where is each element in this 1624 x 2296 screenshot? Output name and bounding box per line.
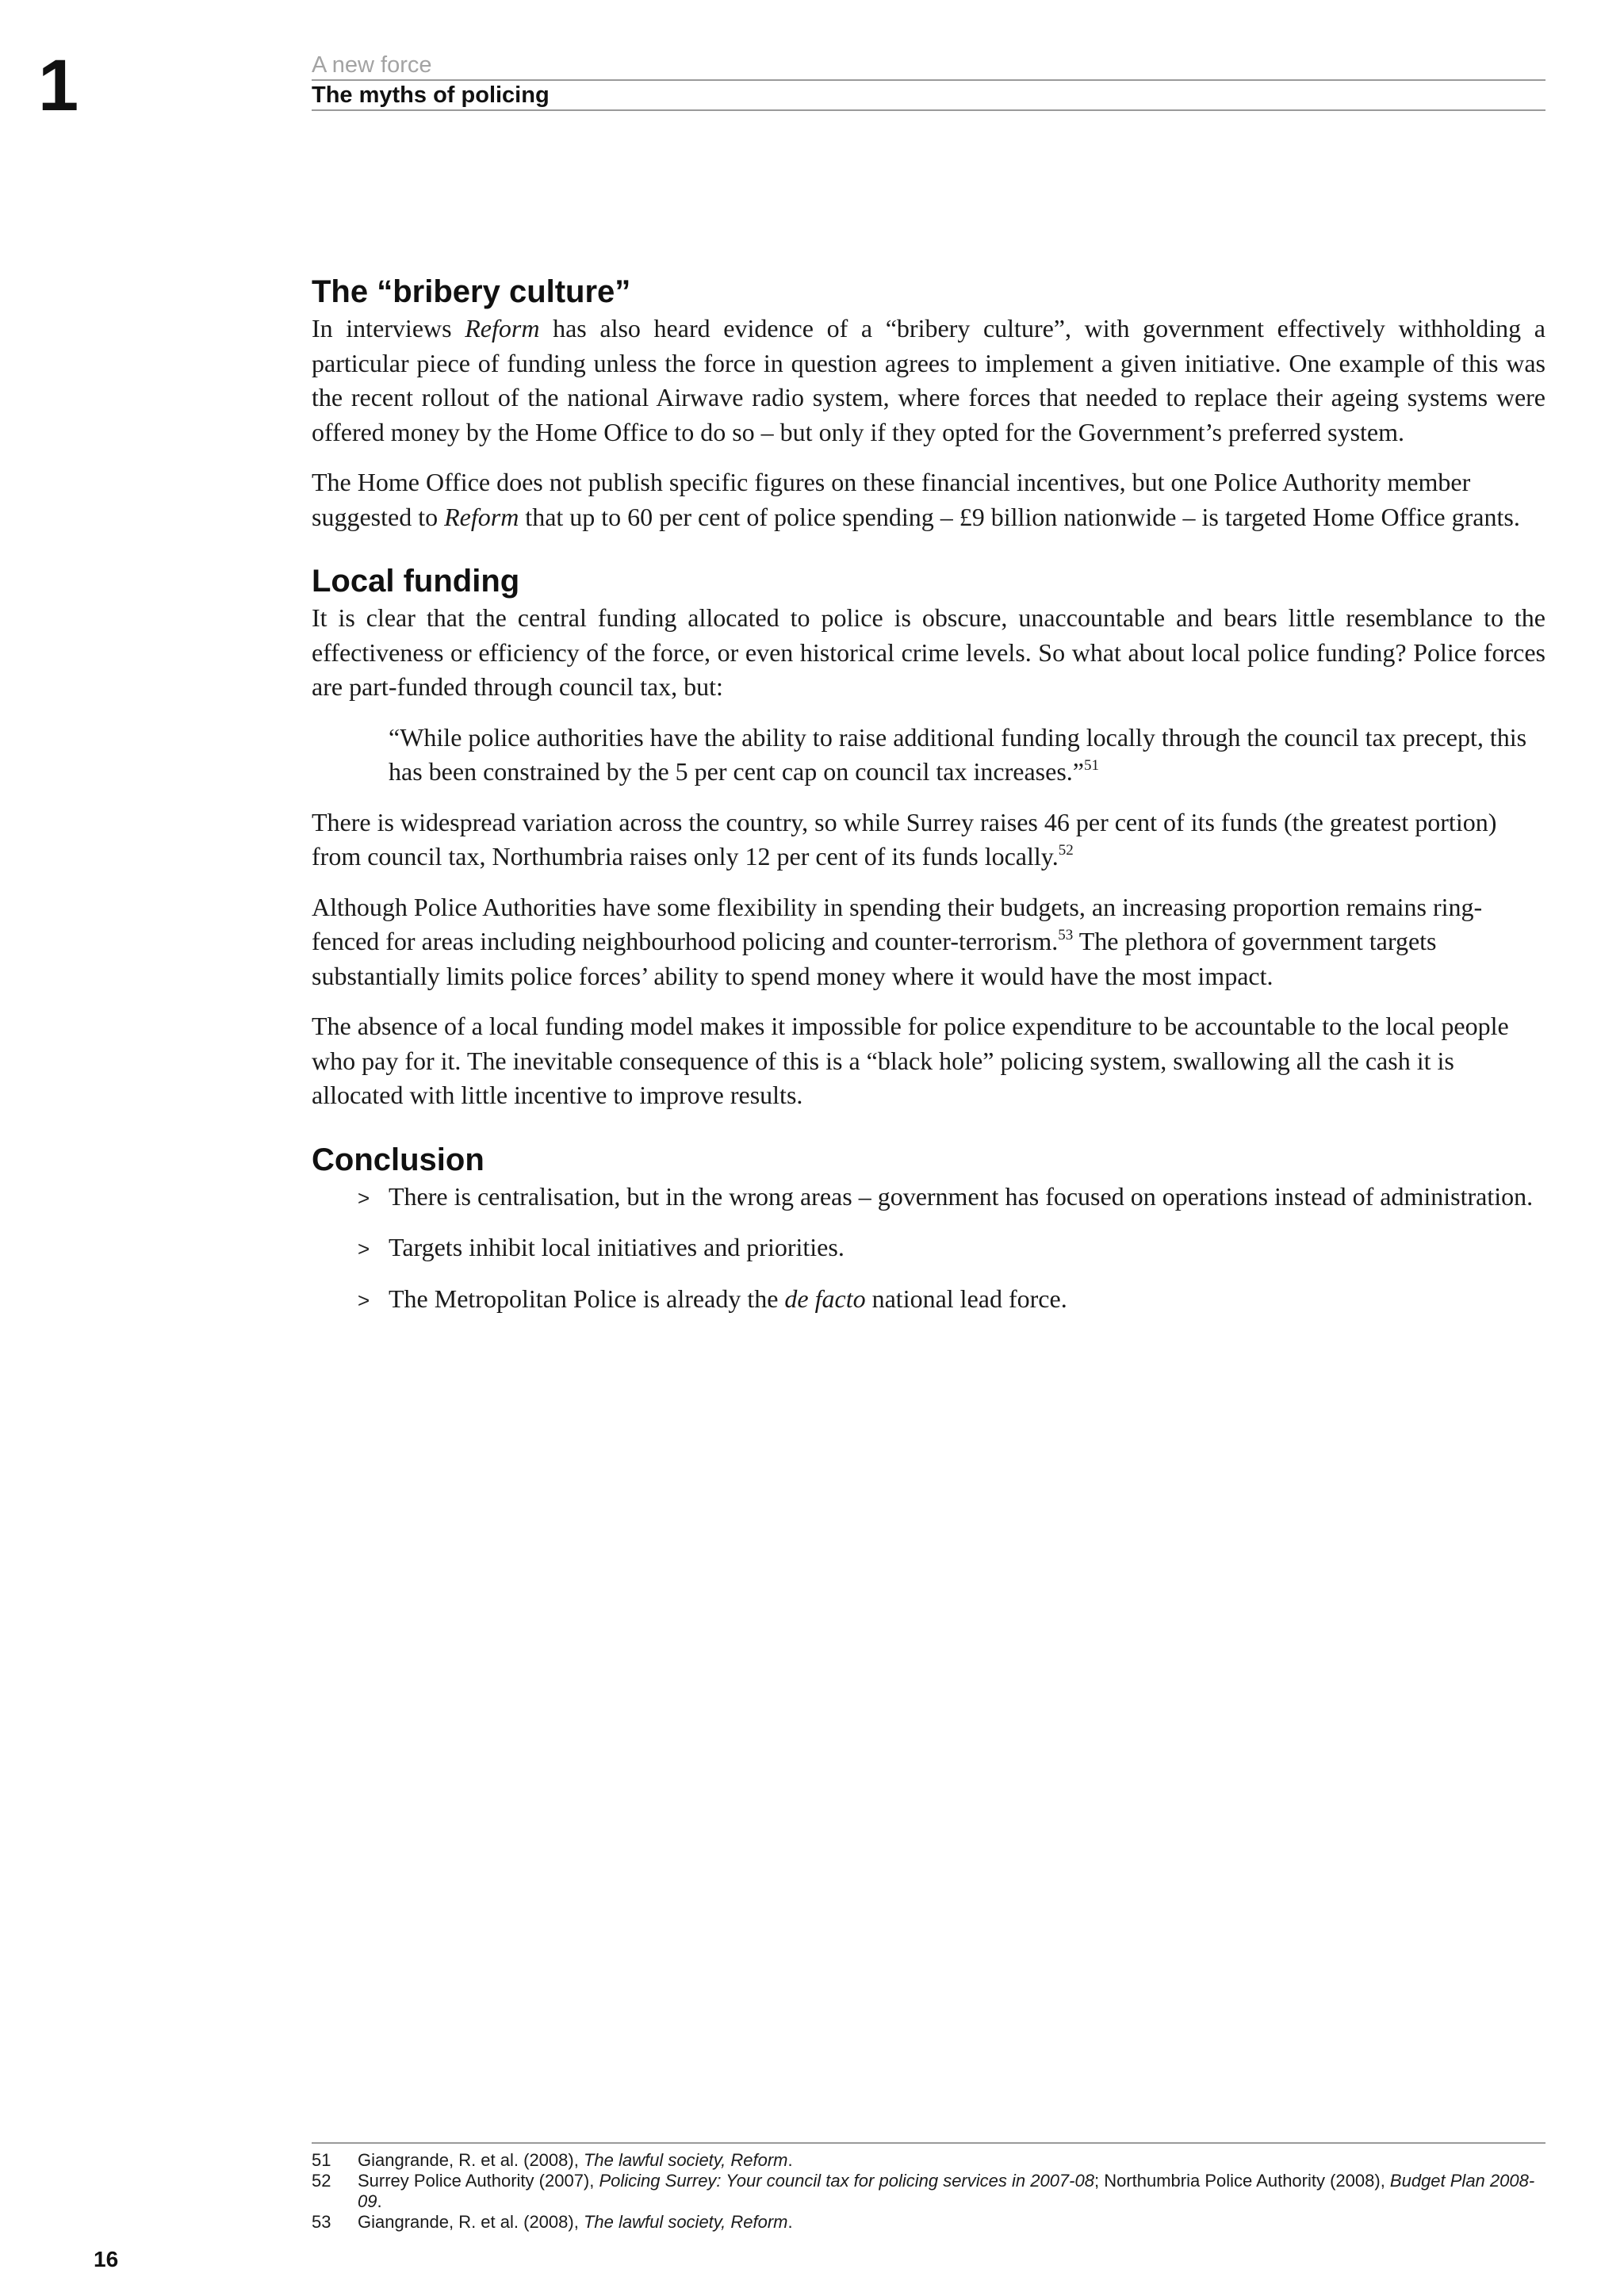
paragraph: [312, 312, 1545, 450]
italic-text: Reform: [465, 314, 540, 342]
footnote-53: [312, 2212, 1545, 2233]
list-item: [312, 1230, 1545, 1265]
text-run: ; Northumbria Police Authority (2008),: [1094, 2171, 1390, 2191]
quote-text: “While police authorities have the ability to raise additional funding locally through the council tax precept, this has been constrained by the 5 per cent cap on council tax increases.”: [389, 722, 1527, 786]
footnote-text: [358, 2171, 1545, 2212]
paragraph: [312, 806, 1545, 874]
text-run: Giangrande, R. et al. (2008),: [358, 2150, 584, 2170]
running-head-section: The myths of policing: [312, 81, 1545, 111]
paragraph: [312, 890, 1545, 994]
list-item: [312, 1282, 1545, 1317]
footnote-52: [312, 2171, 1545, 2212]
chapter-number: 1: [38, 45, 79, 126]
page-number: 16: [94, 2247, 119, 2271]
footnote-ref-51: 51: [1083, 757, 1099, 774]
text-run: Surrey Police Authority (2007),: [358, 2171, 599, 2191]
text-run: .: [787, 2212, 793, 2232]
bullet-marker: >: [358, 1185, 370, 1210]
footnote-number: 52: [312, 2171, 331, 2191]
footnote-text: [358, 2150, 1545, 2171]
text-run: has also heard evidence of a “bribery culture”, with government effectively withholding a particular piece of funding unless the force in question agrees to implement a given initiative. One example of this was the recent rollout of the national Airwave radio system, where forces that needed to replace their ageing systems were offered money by the Home Office to do so – but only if they opted for the Government’s preferred system.: [312, 314, 1546, 446]
footnote-ref-52: 52: [1058, 842, 1074, 859]
list-item-text: national lead force.: [865, 1284, 1067, 1313]
section-heading-bribery: The “bribery culture”: [312, 274, 631, 309]
bullet-marker: >: [358, 1288, 370, 1312]
list-item-text: Targets inhibit local initiatives and priorities.: [389, 1233, 845, 1261]
footnote-number: 53: [312, 2212, 331, 2232]
paragraph: It is clear that the central funding allocated to police is obscure, unaccountable and bears little resemblance to the effectiveness or efficiency of the force, or even historical crime levels. So what about local police funding? Police forces are part-funded through council tax, but:: [312, 603, 1545, 701]
bullet-marker: >: [358, 1237, 370, 1261]
footnote-text: [358, 2212, 1545, 2233]
footnote-ref-53: 53: [1058, 927, 1074, 943]
italic-text: The lawful society, Reform: [583, 2150, 788, 2170]
text-run: that up to 60 per cent of police spending – £9 billion nationwide – is targeted Home Office grants.: [519, 502, 1520, 531]
footnote-number: 51: [312, 2150, 331, 2170]
text-run: The plethora of government targets substantially limits police forces’ ability to spend money where it would have the most impact.: [312, 927, 1437, 990]
running-head: [312, 51, 1545, 111]
text-run: .: [787, 2150, 793, 2170]
list-item-text: The Metropolitan Police is already the: [389, 1284, 785, 1313]
running-head-part: A new force: [312, 51, 1545, 81]
italic-text: Policing Surrey: Your council tax for policing services in 2007-08: [599, 2171, 1094, 2191]
main-content: [312, 272, 1545, 1333]
italic-text: Budget Plan 2008-09: [358, 2171, 1535, 2211]
footnote-51: [312, 2150, 1545, 2171]
text-run: Although Police Authorities have some flexibility in spending their budgets, an increasing proportion remains ring-fenced for areas including neighbourhood policing and counter-terrorism.: [312, 892, 1483, 955]
footnotes: [312, 2142, 1545, 2233]
list-item: [312, 1180, 1545, 1215]
italic-text: The lawful society, Reform: [583, 2212, 788, 2232]
paragraph: [312, 465, 1545, 534]
conclusion-list: [312, 1180, 1545, 1317]
text-run: There is widespread variation across the country, so while Surrey raises 46 per cent of its funds (the greatest portion) from council tax, Northumbria raises only 12 per cent of its funds locally.: [312, 807, 1497, 871]
italic-text: Reform: [444, 502, 519, 531]
section-heading-conclusion: Conclusion: [312, 1142, 485, 1177]
text-run: The Home Office does not publish specific figures on these financial incentives, but one Police Authority member suggested to: [312, 468, 1471, 531]
block-quote: [389, 721, 1545, 790]
text-run: .: [377, 2191, 382, 2211]
section-heading-local-funding: Local funding: [312, 564, 520, 599]
text-run: Giangrande, R. et al. (2008),: [358, 2212, 584, 2232]
text-run: In interviews: [312, 314, 465, 342]
paragraph: The absence of a local funding model makes it impossible for police expenditure to be accountable to the local people who pay for it. The inevitable consequence of this is a “black hole” policing system, swallowing all the cash it is allocated with little incentive to improve results.: [312, 1012, 1509, 1109]
italic-text: de facto: [784, 1284, 866, 1313]
list-item-text: There is centralisation, but in the wrong areas – government has focused on operations instead of administration.: [389, 1181, 1534, 1211]
